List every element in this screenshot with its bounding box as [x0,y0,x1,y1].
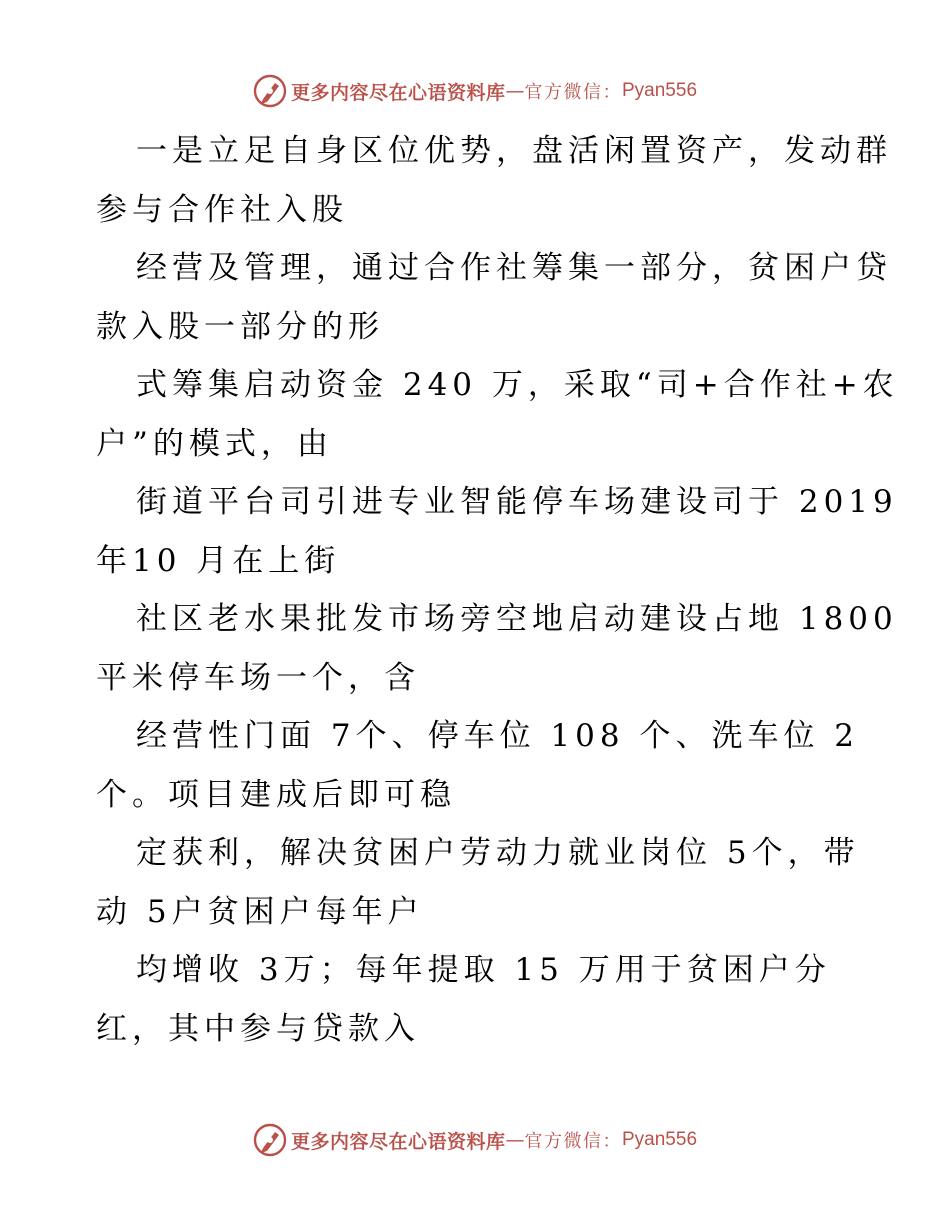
body-line-5: 式筹集启动资金 240 万，采取“司+合作社+农 [136,367,899,403]
body-line-4: 款入股一部分的形 [96,308,384,345]
body-line-2: 参与合作社入股 [96,191,348,228]
watermark-contact-id: Pyan556 [622,80,698,101]
watermark-dash: — [505,80,525,102]
body-line-3: 经营及管理，通过合作社筹集一部分，贫困户贷 [136,250,892,286]
body-line-9: 社区老水果批发市场旁空地启动建设占地 1800 [136,601,898,637]
body-line-13: 定获利，解决贫困户劳动力就业岗位 5个，带 [136,835,860,871]
body-line-14: 动 5户贫困户每年户 [96,893,424,930]
pen-logo-icon [253,74,287,108]
watermark-dash: — [505,1129,525,1151]
body-line-7: 街道平台司引进专业智能停车场建设司于 2019 [136,484,898,520]
watermark-site-text: 更多内容尽在心语资料库 [290,1130,506,1153]
body-line-15: 均增收 3万；每年提取 15 万用于贫困户分 [136,952,831,988]
body-line-8: 年10 月在上街 [96,542,341,579]
body-line-12: 个。项目建成后即可稳 [96,776,456,813]
pen-logo-icon [253,1123,287,1157]
footer-watermark [0,1120,950,1160]
header-watermark [0,71,950,111]
body-line-10: 平米停车场一个，含 [96,659,420,696]
watermark-contact-label: 官方微信： [524,82,622,103]
body-line-16: 红，其中参与贷款入 [96,1010,420,1047]
body-line-11: 经营性门面 7个、停车位 108 个、洗车位 2 [136,718,860,754]
body-line-1: 一是立足自身区位优势，盘活闲置资产，发动群 [136,133,892,169]
watermark-site-text: 更多内容尽在心语资料库 [290,81,506,104]
document-body [96,122,899,1058]
body-line-6: 户”的模式，由 [96,425,333,462]
watermark-contact-id: Pyan556 [622,1129,698,1150]
watermark-contact-label: 官方微信： [524,1131,622,1152]
